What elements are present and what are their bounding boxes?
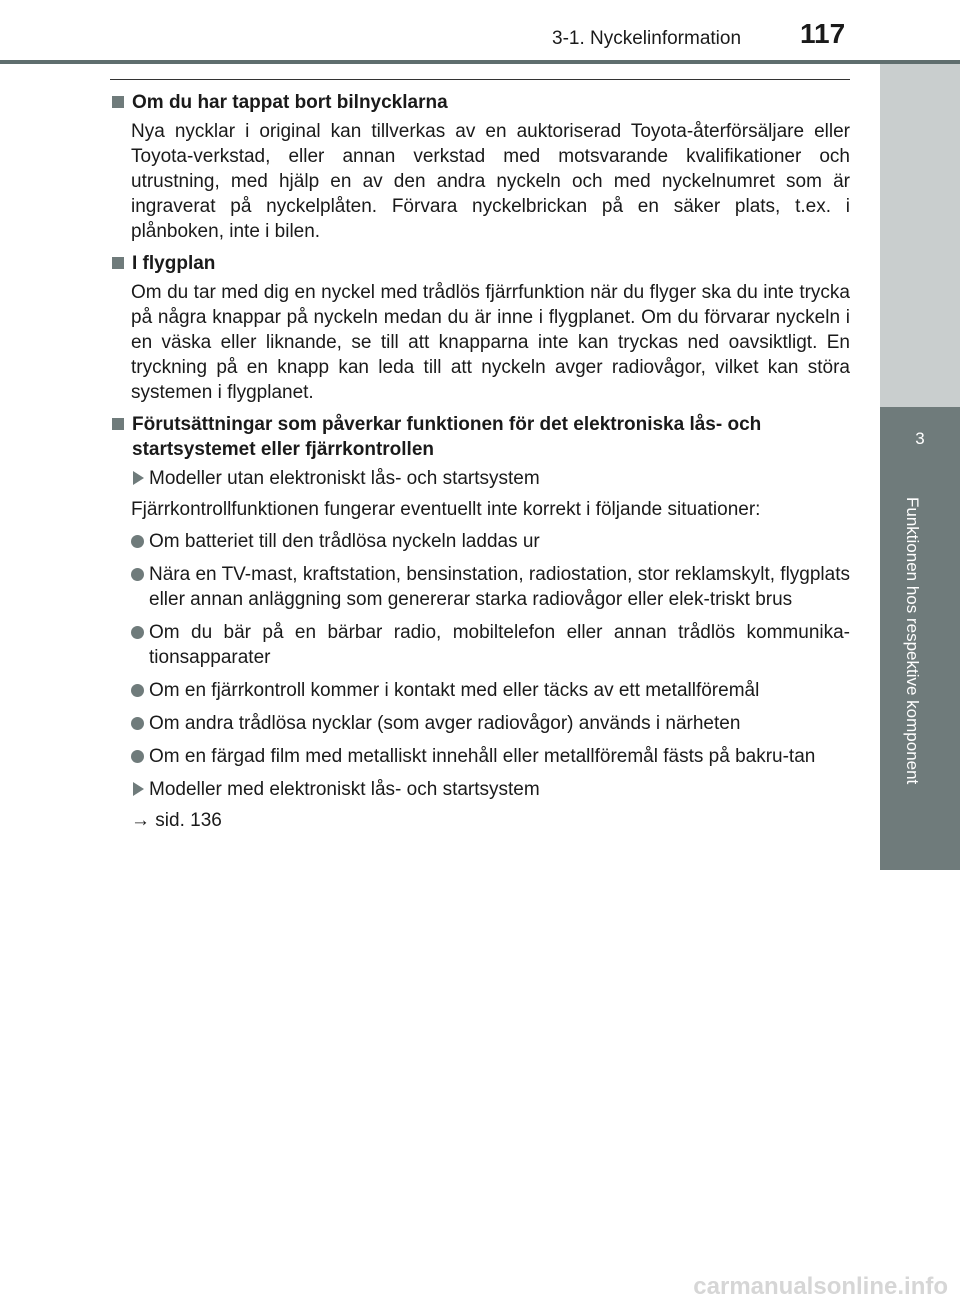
section-heading xyxy=(110,90,850,115)
list-item-text: Om batteriet till den trådlösa nyckeln laddas ur xyxy=(149,531,540,552)
subheading-text: Modeller med elektroniskt lås- och startsystem xyxy=(149,779,540,800)
header-rule xyxy=(0,60,960,64)
subheading-without-system xyxy=(131,466,850,491)
circle-bullet-icon xyxy=(131,750,144,763)
intro-paragraph: Fjärrkontrollfunktionen fungerar eventuellt inte korrekt i följande situationer: xyxy=(131,499,761,520)
list-item xyxy=(131,678,850,703)
circle-bullet-icon xyxy=(131,535,144,548)
list-item-text: Om en färgad film med metalliskt innehåll eller metallföremål fästs på bakru-tan xyxy=(149,746,816,767)
heading-text: Förutsättningar som påverkar funktionen för det elektroniska lås- och startsystemet eller fjärrkontrollen xyxy=(132,414,762,460)
section-conditions xyxy=(110,412,850,833)
header-section-title: 3-1. Nyckelinformation xyxy=(552,28,742,49)
list-item xyxy=(131,711,850,736)
section-lost-keys xyxy=(110,90,850,244)
circle-bullet-icon xyxy=(131,684,144,697)
list-item-text: Om en fjärrkontroll kommer i kontakt med eller täcks av ett metallföremål xyxy=(149,680,760,701)
square-bullet-icon xyxy=(112,96,124,108)
list-item xyxy=(131,562,850,612)
section-paragraph: Nya nycklar i original kan tillverkas av en auktoriserad Toyota-återförsäljare eller Toyota-verkstad, eller annan verkstad med motsvarande kvalifikationer och utrustning, med hjälp en av den andra nyckeln och med nyckelnumret som är ingraverat på nyckelplåten. Förvara nyckelbrickan på en säker plats, t.ex. i plånboken, inte i bilen. xyxy=(131,121,850,242)
square-bullet-icon xyxy=(112,257,124,269)
heading-text: I flygplan xyxy=(132,253,216,274)
section-heading xyxy=(110,251,850,276)
triangle-right-icon xyxy=(133,471,144,485)
side-tab-upper xyxy=(880,64,960,407)
list-item xyxy=(131,744,850,769)
list-item-text: Om andra trådlösa nycklar (som avger radiovågor) används i närheten xyxy=(149,713,741,734)
subheading-text: Modeller utan elektroniskt lås- och startsystem xyxy=(149,468,540,489)
page-number: 117 xyxy=(800,18,846,49)
chapter-number: 3 xyxy=(915,429,925,448)
watermark: carmanualsonline.info xyxy=(693,1273,948,1300)
content-rule xyxy=(110,79,850,80)
heading-text: Om du har tappat bort bilnycklarna xyxy=(132,92,448,113)
section-paragraph: Om du tar med dig en nyckel med trådlös fjärrfunktion när du flyger ska du inte trycka på några knappar på nyckeln medan du är inne i flygplanet. Om du förvarar nyckeln i en väska eller liknande, se till att knapparna inte kan tryckas ned oavsiktligt. En tryckning på en knapp kan leda till att nyckeln avger radiovågor, vilket kan störa systemen i flygplanet. xyxy=(131,282,850,403)
circle-bullet-icon xyxy=(131,717,144,730)
section-airplane xyxy=(110,251,850,405)
list-item xyxy=(131,620,850,670)
circle-bullet-icon xyxy=(131,626,144,639)
chapter-tab xyxy=(880,407,960,870)
section-heading xyxy=(110,412,850,462)
page-reference-link[interactable]: → sid. 136 xyxy=(131,810,222,831)
page-content xyxy=(110,90,850,839)
list-item-text: Nära en TV-mast, kraftstation, bensinstation, radiostation, stor reklamskylt, flygplats eller annan anläggning som genererar starka radiovågor eller elek-triskt brus xyxy=(149,564,850,610)
circle-bullet-icon xyxy=(131,568,144,581)
square-bullet-icon xyxy=(112,418,124,430)
chapter-title: Funktionen hos respektive komponent xyxy=(903,497,922,785)
list-item-text: Om du bär på en bärbar radio, mobiltelefon eller annan trådlös kommunika-tionsapparater xyxy=(149,622,850,668)
list-item xyxy=(131,529,850,554)
subheading-with-system xyxy=(131,777,850,802)
triangle-right-icon xyxy=(133,782,144,796)
